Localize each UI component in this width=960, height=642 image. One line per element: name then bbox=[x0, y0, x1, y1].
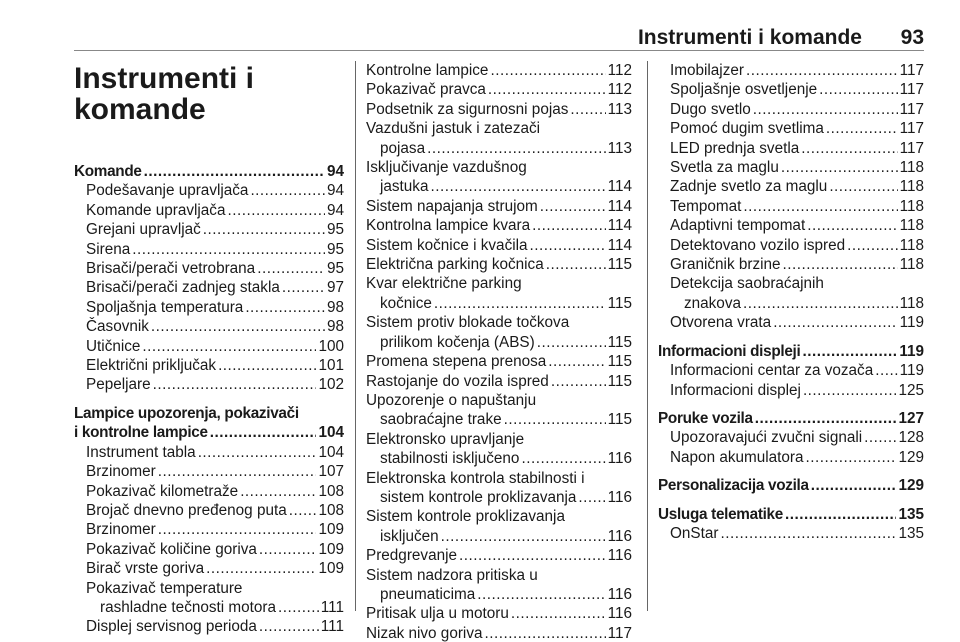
toc-entry[interactable]: Električna parking kočnica ..... 115 bbox=[366, 255, 632, 274]
toc-entry[interactable]: Graničnik brzine ..... 118 bbox=[658, 255, 924, 274]
toc-entry[interactable]: prilikom kočenja (ABS) ..... 115 bbox=[366, 333, 632, 352]
toc-entry[interactable]: Promena stepena prenosa ..... 115 bbox=[366, 352, 632, 371]
toc-entry[interactable]: Nizak nivo goriva ..... 117 bbox=[366, 624, 632, 642]
toc-column-3 bbox=[658, 61, 924, 543]
toc-entry-head: Upozorenje o napuštanju bbox=[366, 391, 537, 409]
toc-entry[interactable]: Brisači/perači vetrobrana ..... 95 bbox=[74, 259, 344, 278]
toc-entry[interactable]: Napon akumulatora ..... 129 bbox=[658, 448, 924, 467]
toc-entry[interactable]: Spoljašnje osvetljenje ..... 117 bbox=[658, 80, 924, 99]
toc-entry[interactable]: saobraćajne trake ..... 115 bbox=[366, 410, 632, 429]
toc-entry[interactable]: Pepeljare ..... 102 bbox=[74, 375, 344, 394]
toc-entry[interactable]: Instrument tabla ..... 104 bbox=[74, 443, 344, 462]
toc-section-usluga-telematike[interactable]: Usluga telematike ..... 135 bbox=[658, 505, 924, 524]
toc-entry[interactable]: Dugo svetlo ..... 117 bbox=[658, 100, 924, 119]
column-divider-2 bbox=[647, 61, 648, 611]
toc-entry-head: Kvar električne parking bbox=[366, 275, 522, 293]
toc-entry[interactable]: znakova ..... 118 bbox=[658, 294, 924, 313]
toc-entry[interactable]: Predgrevanje ..... 116 bbox=[366, 546, 632, 565]
toc-entry[interactable]: Sistem kočnice i kvačila ..... 114 bbox=[366, 236, 632, 255]
toc-entry[interactable]: Sirena ..... 95 bbox=[74, 240, 344, 259]
toc-entry[interactable]: Pokazivač pravca ..... 112 bbox=[366, 80, 632, 99]
toc-entry[interactable]: Brisači/perači zadnjeg stakla ..... 97 bbox=[74, 278, 344, 297]
toc-entry[interactable]: Birač vrste goriva ..... 109 bbox=[74, 559, 344, 578]
toc-entry[interactable]: Pritisak ulja u motoru ..... 116 bbox=[366, 604, 632, 623]
toc-entry[interactable]: Pokazivač kilometraže ..... 108 bbox=[74, 482, 344, 501]
toc-section-lampice[interactable]: i kontrolne lampice ..... 104 bbox=[74, 423, 344, 442]
toc-entry[interactable]: LED prednja svetla ..... 117 bbox=[658, 139, 924, 158]
header-title: Instrumenti i komande bbox=[637, 26, 862, 49]
toc-entry[interactable]: pneumaticima ..... 116 bbox=[366, 585, 632, 604]
header-page-number: 93 bbox=[900, 26, 924, 49]
toc-section-lampice-line1: Lampice upozorenja, pokazivači bbox=[74, 404, 299, 422]
toc-entry[interactable]: Utičnice ..... 100 bbox=[74, 337, 344, 356]
toc-column-2 bbox=[366, 61, 632, 642]
toc-entry-head: Sistem protiv blokade točkova bbox=[366, 314, 570, 332]
toc-entry[interactable]: Tempomat ..... 118 bbox=[658, 197, 924, 216]
column-divider-1 bbox=[355, 61, 356, 611]
toc-entry[interactable]: Podešavanje upravljača ..... 94 bbox=[74, 181, 344, 200]
toc-section-poruke-vozila[interactable]: Poruke vozila ..... 127 bbox=[658, 409, 924, 428]
toc-entry[interactable]: Brzinomer ..... 107 bbox=[74, 462, 344, 481]
toc-entry-head: Vazdušni jastuk i zatezači bbox=[366, 120, 541, 138]
toc-entry[interactable]: Otvorena vrata ..... 119 bbox=[658, 313, 924, 332]
toc-entry-head: Sistem kontrole proklizavanja bbox=[366, 508, 565, 526]
toc-entry[interactable]: Časovnik ..... 98 bbox=[74, 317, 344, 336]
toc-entry[interactable]: Rastojanje do vozila ispred ..... 115 bbox=[366, 372, 632, 391]
toc-entry[interactable]: sistem kontrole proklizavanja ..... 116 bbox=[366, 488, 632, 507]
toc-entry-head: Isključivanje vazdušnog bbox=[366, 159, 527, 177]
toc-section-informacioni-displeji[interactable]: Informacioni displeji ..... 119 bbox=[658, 342, 924, 361]
toc-section-komande[interactable]: Komande ..... 94 bbox=[74, 162, 344, 181]
toc-entry[interactable]: Spoljašnja temperatura ..... 98 bbox=[74, 298, 344, 317]
toc-entry[interactable]: Brzinomer ..... 109 bbox=[74, 520, 344, 539]
toc-entry[interactable]: Pomoć dugim svetlima ..... 117 bbox=[658, 119, 924, 138]
toc-entry[interactable]: Upozoravajući zvučni signali ..... 128 bbox=[658, 428, 924, 447]
toc-entry[interactable]: Komande upravljača ..... 94 bbox=[74, 201, 344, 220]
toc-entry[interactable]: Električni priključak ..... 101 bbox=[74, 356, 344, 375]
toc-entry[interactable]: jastuka ..... 114 bbox=[366, 177, 632, 196]
toc-section-personalizacija-vozila[interactable]: Personalizacija vozila ..... 129 bbox=[658, 476, 924, 495]
toc-entry[interactable]: Podsetnik za sigurnosni pojas ..... 113 bbox=[366, 100, 632, 119]
toc-entry[interactable]: rashladne tečnosti motora ..... 111 bbox=[74, 598, 344, 617]
toc-entry[interactable]: Informacioni displej ..... 125 bbox=[658, 381, 924, 400]
toc-entry[interactable]: Pokazivač količine goriva ..... 109 bbox=[74, 540, 344, 559]
toc-entry[interactable]: Grejani upravljač ..... 95 bbox=[74, 220, 344, 239]
toc-entry[interactable]: pojasa ..... 113 bbox=[366, 139, 632, 158]
toc-entry[interactable]: Kontrolne lampice ..... 112 bbox=[366, 61, 632, 80]
toc-entry[interactable]: kočnice ..... 115 bbox=[366, 294, 632, 313]
toc-entry-head: Elektronska kontrola stabilnosti i bbox=[366, 469, 585, 487]
toc-entry[interactable]: Svetla za maglu ..... 118 bbox=[658, 158, 924, 177]
chapter-title: Instrumenti i komande bbox=[74, 62, 255, 126]
toc-column-1 bbox=[74, 61, 344, 637]
toc-entry[interactable]: Displej servisnog perioda ..... 111 bbox=[74, 617, 344, 636]
toc-entry[interactable]: Sistem napajanja strujom ..... 114 bbox=[366, 197, 632, 216]
toc-entry-head: Detekcija saobraćajnih bbox=[670, 275, 824, 293]
toc-entry[interactable]: Zadnje svetlo za maglu ..... 118 bbox=[658, 177, 924, 196]
toc-entry[interactable]: Informacioni centar za vozača ..... 119 bbox=[658, 361, 924, 380]
toc-entry[interactable]: stabilnosti isključeno ..... 116 bbox=[366, 449, 632, 468]
toc-entry-head: Pokazivač temperature bbox=[86, 579, 243, 597]
toc-entry[interactable]: Adaptivni tempomat ..... 118 bbox=[658, 216, 924, 235]
toc-entry[interactable]: Detektovano vozilo ispred ..... 118 bbox=[658, 236, 924, 255]
toc-entry-head: Elektronsko upravljanje bbox=[366, 430, 525, 448]
header-rule bbox=[74, 50, 924, 51]
toc-entry[interactable]: Kontrolna lampice kvara ..... 114 bbox=[366, 216, 632, 235]
toc-entry[interactable]: Imobilajzer ..... 117 bbox=[658, 61, 924, 80]
toc-entry[interactable]: OnStar ..... 135 bbox=[658, 524, 924, 543]
toc-entry[interactable]: isključen ..... 116 bbox=[366, 527, 632, 546]
toc-entry[interactable]: Brojač dnevno pređenog puta ..... 108 bbox=[74, 501, 344, 520]
toc-entry-head: Sistem nadzora pritiska u bbox=[366, 566, 538, 584]
